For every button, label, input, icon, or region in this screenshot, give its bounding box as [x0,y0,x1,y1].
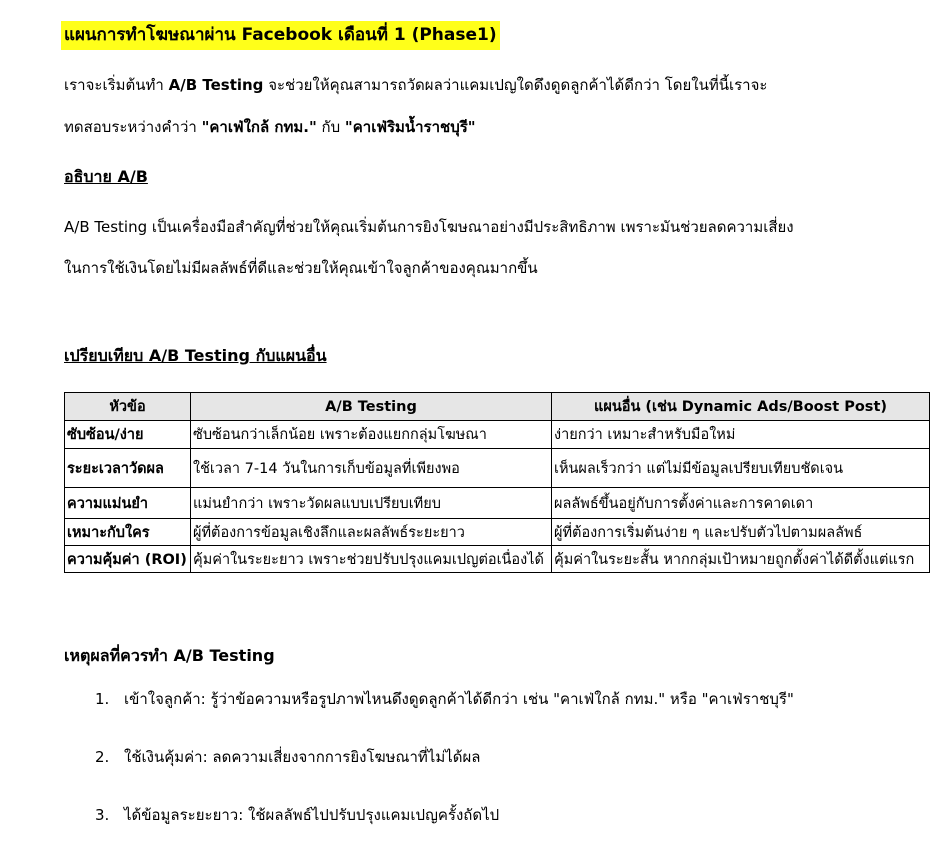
table-cell-topic: ซับซ้อน/ง่าย [65,421,191,449]
intro-bold: "คาเฟ่ริมน้ำราชบุรี" [344,118,476,136]
explain-line-1: A/B Testing เป็นเครื่องมือสำคัญที่ช่วยให้คุณเริ่มต้นการยิงโฆษณาอย่างมีประสิทธิภาพ เพราะมันช่วยลดความเสี่ยง [64,218,794,236]
table-header: A/B Testing [191,393,552,421]
table-header: หัวข้อ [65,393,191,421]
table-cell: ง่ายกว่า เหมาะสำหรับมือใหม่ [552,421,930,449]
table-cell-topic: ระยะเวลาวัดผล [65,449,191,488]
list-number: 1. [95,690,110,708]
explain-heading: อธิบาย A/B [64,167,148,186]
list-number: 2. [95,748,110,766]
list-text: ได้ข้อมูลระยะยาว: ใช้ผลลัพธ์ไปปรับปรุงแคมเปญครั้งถัดไป [124,806,500,824]
intro-bold: "คาเฟ่ใกล้ กทม." [201,118,317,136]
intro-text: จะช่วยให้คุณสามารถวัดผลว่าแคมเปญใดดึงดูดลูกค้าได้ดีกว่า โดยในที่นี้เราจะ [263,76,768,94]
reasons-heading: เหตุผลที่ควรทำ A/B Testing [64,646,275,665]
intro-text: ทดสอบระหว่างคำว่า [64,118,202,136]
intro-text: กับ [316,118,345,136]
table-row [65,519,930,546]
comparison-table [64,392,930,573]
table-cell: แม่นยำกว่า เพราะวัดผลแบบเปรียบเทียบ [191,488,552,519]
table-row [65,421,930,449]
intro-line-2 [64,116,476,138]
intro-line-1 [64,74,767,96]
table-cell-topic: ความคุ้มค่า (ROI) [65,546,191,573]
table-header: แผนอื่น (เช่น Dynamic Ads/Boost Post) [552,393,930,421]
table-cell: คุ้มค่าในระยะสั้น หากกลุ่มเป้าหมายถูกตั้งค่าได้ดีตั้งแต่แรก [552,546,930,573]
table-cell: คุ้มค่าในระยะยาว เพราะช่วยปรับปรุงแคมเปญต่อเนื่องได้ [191,546,552,573]
table-row [65,488,930,519]
list-number: 3. [95,806,110,824]
document-title: แผนการทำโฆษณาผ่าน Facebook เดือนที่ 1 (Phase1) [61,21,500,50]
table-cell: ใช้เวลา 7-14 วันในการเก็บข้อมูลที่เพียงพอ [191,449,552,488]
table-cell-topic: ความแม่นยำ [65,488,191,519]
intro-text: เราจะเริ่มต้นทำ [64,76,169,94]
table-cell: ผู้ที่ต้องการข้อมูลเชิงลึกและผลลัพธ์ระยะยาว [191,519,552,546]
explain-line-2: ในการใช้เงินโดยไม่มีผลลัพธ์ที่ดีและช่วยให้คุณเข้าใจลูกค้าของคุณมากขึ้น [64,259,538,277]
table-cell: ผู้ที่ต้องการเริ่มต้นง่าย ๆ และปรับตัวไปตามผลลัพธ์ [552,519,930,546]
table-cell: เห็นผลเร็วกว่า แต่ไม่มีข้อมูลเปรียบเทียบชัดเจน [552,449,930,488]
list-text: เข้าใจลูกค้า: รู้ว่าข้อความหรือรูปภาพไหนดึงดูดลูกค้าได้ดีกว่า เช่น "คาเฟ่ใกล้ กทม." หรือ "คาเฟ่ราชบุรี" [124,690,794,708]
compare-heading: เปรียบเทียบ A/B Testing กับแผนอื่น [64,346,327,365]
table-row [65,546,930,573]
table-row [65,449,930,488]
table-cell-topic: เหมาะกับใคร [65,519,191,546]
list-text: ใช้เงินคุ้มค่า: ลดความเสี่ยงจากการยิงโฆษณาที่ไม่ได้ผล [124,748,481,766]
intro-bold: A/B Testing [168,76,264,94]
table-header-row [65,393,930,421]
table-cell: ซับซ้อนกว่าเล็กน้อย เพราะต้องแยกกลุ่มโฆษณา [191,421,552,449]
table-cell: ผลลัพธ์ขึ้นอยู่กับการตั้งค่าและการคาดเดา [552,488,930,519]
